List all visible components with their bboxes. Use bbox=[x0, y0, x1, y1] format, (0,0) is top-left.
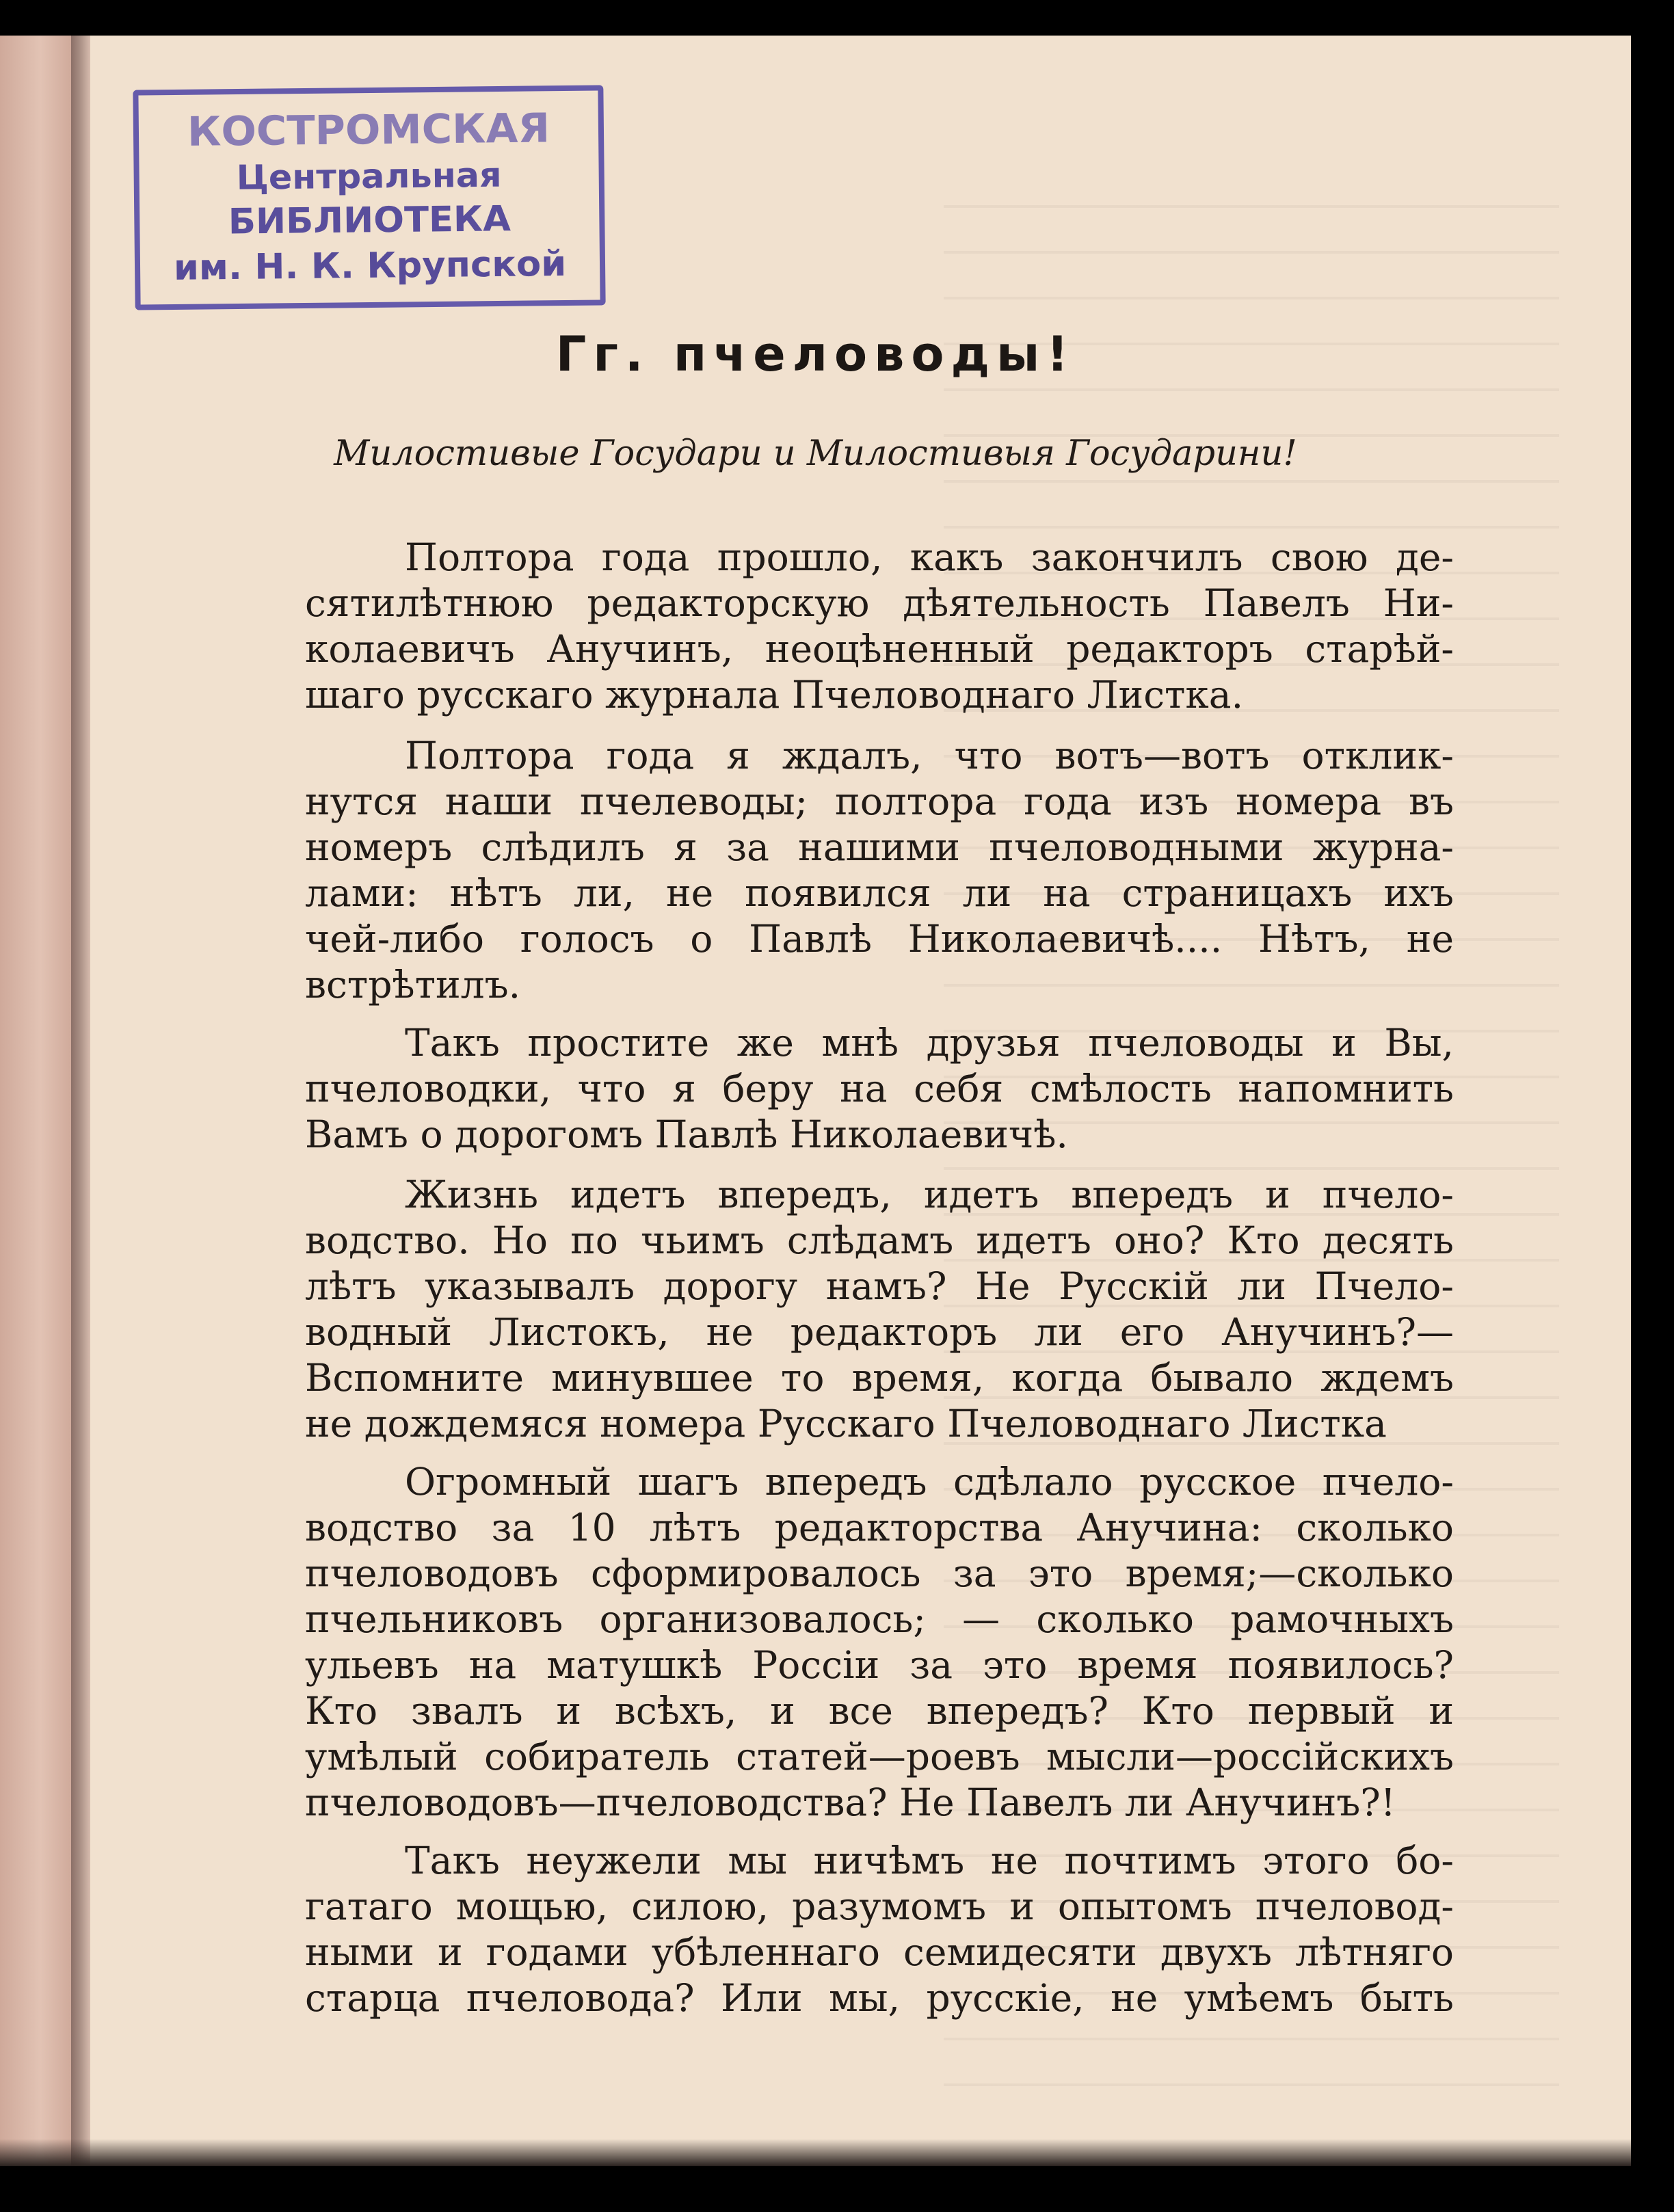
text-line: гатаго мощью, силою, разумомъ и опытомъ пчеловод- bbox=[305, 1884, 1454, 1928]
text-line: Жизнь идетъ впередъ, идетъ впередъ и пчело- bbox=[405, 1173, 1454, 1216]
page-title: Гг. пчеловоды! bbox=[555, 326, 1076, 382]
paragraph-3 bbox=[305, 1020, 1454, 1158]
text-line: Вспомните минувшее то время, когда бывало ждемъ bbox=[305, 1356, 1454, 1400]
page-subtitle: Милостивые Государи и Милостивыя Государини! bbox=[334, 434, 1297, 474]
text-line: Такъ простите же мнѣ друзья пчеловоды и Вы, bbox=[405, 1021, 1454, 1065]
text-line: лами: нѣтъ ли, не появился ли на страницахъ ихъ bbox=[305, 871, 1454, 915]
stamp-line-3: БИБЛИОТЕКА bbox=[228, 198, 512, 243]
text-line: шаго русскаго журнала Пчеловоднаго Листка. bbox=[305, 673, 1244, 717]
text-line: Такъ неужели мы ничѣмъ не почтимъ этого бо- bbox=[405, 1839, 1454, 1882]
stamp-line-1: КОСТРОМСКАЯ bbox=[187, 105, 550, 156]
text-line: не дождемяся номера Русскаго Пчеловоднаго Листка bbox=[305, 1402, 1387, 1445]
paragraph-5 bbox=[305, 1459, 1454, 1826]
text-line: старца пчеловода? Или мы, русскіе, не умѣемъ быть bbox=[305, 1976, 1454, 2020]
text-line: ными и годами убѣленнаго семидесяти двухъ лѣтняго bbox=[305, 1930, 1454, 1974]
paragraph-4 bbox=[305, 1172, 1454, 1447]
text-line: Огромный шагъ впередъ сдѣлало русское пчело- bbox=[405, 1460, 1454, 1504]
stamp-lettering bbox=[138, 90, 600, 304]
text-line: пчеловодовъ—пчеловодства? Не Павелъ ли Анучинъ?! bbox=[305, 1781, 1396, 1824]
text-line: водство. Но по чьимъ слѣдамъ идетъ оно? Кто десять bbox=[305, 1218, 1454, 1262]
text-line: лѣтъ указывалъ дорогу намъ? Не Русскій ли Пчело- bbox=[305, 1264, 1454, 1308]
text-line: нутся наши пчелеводы; полтора года изъ номера въ bbox=[305, 779, 1454, 823]
text-line: Кто звалъ и всѣхъ, и все впередъ? Кто первый и bbox=[305, 1689, 1454, 1733]
text-line: пчеловодовъ сформировалось за это время;—сколько bbox=[305, 1551, 1454, 1595]
text-line: Полтора года я ждалъ, что вотъ—вотъ отклик- bbox=[405, 734, 1454, 777]
text-line: Вамъ о дорогомъ Павлѣ Николаевичѣ. bbox=[305, 1112, 1068, 1156]
text-line: ульевъ на матушкѣ Россіи за это время появилось? bbox=[305, 1643, 1454, 1687]
text-line: сятилѣтнюю редакторскую дѣятельность Павелъ Ни- bbox=[305, 581, 1454, 625]
page-bottom-shadow bbox=[0, 2139, 1631, 2166]
text-line: пчеловодки, что я беру на себя смѣлость напомнить bbox=[305, 1067, 1454, 1110]
text-line: колаевичъ Анучинъ, неоцѣненный редакторъ старѣй- bbox=[305, 627, 1454, 671]
text-line: встрѣтилъ. bbox=[305, 963, 521, 1007]
book-page bbox=[0, 36, 1631, 2166]
paragraph-2 bbox=[305, 733, 1454, 1008]
paragraph-1 bbox=[305, 535, 1454, 718]
stamp-line-2: Центральная bbox=[236, 155, 502, 198]
text-line: номеръ слѣдилъ я за нашими пчеловодными журна- bbox=[305, 825, 1454, 869]
text-line: умѣлый собиратель статей—роевъ мысли—россійскихъ bbox=[305, 1735, 1454, 1778]
text-line: чей-либо голосъ о Павлѣ Николаевичѣ.... Нѣтъ, не bbox=[305, 917, 1454, 961]
text-line: водный Листокъ, не редакторъ ли его Анучинъ?— bbox=[305, 1310, 1454, 1354]
text-line: водство за 10 лѣтъ редакторства Анучина: сколько bbox=[305, 1506, 1454, 1549]
stamp-line-4: им. Н. К. Крупской bbox=[173, 243, 567, 289]
text-line: Полтора года прошло, какъ закончилъ свою де- bbox=[405, 535, 1454, 579]
library-stamp bbox=[133, 85, 605, 310]
paragraph-6 bbox=[305, 1838, 1454, 2021]
text-line: пчельниковъ организовалось; — сколько рамочныхъ bbox=[305, 1597, 1454, 1641]
